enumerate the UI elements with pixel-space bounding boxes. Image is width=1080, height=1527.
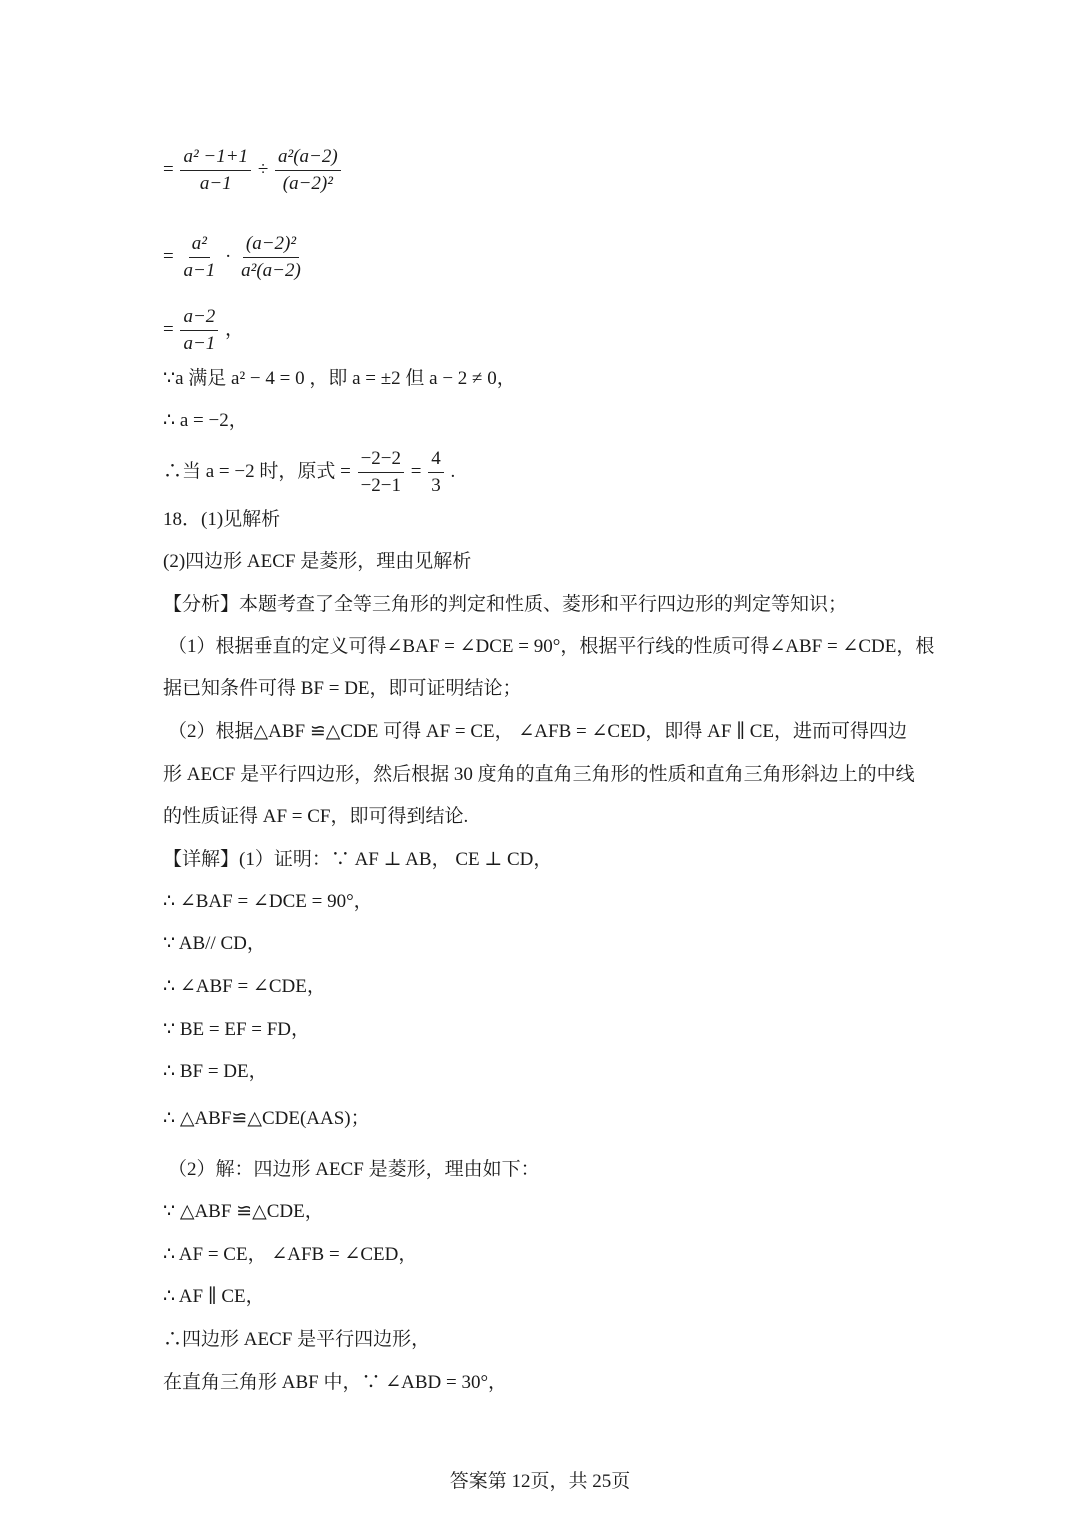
fraction (180, 306, 218, 355)
fraction (180, 146, 251, 195)
numerator: a²(a−2) (275, 146, 341, 171)
condition-line: ∵a 满足 a² − 4 = 0 ，即 a = ±2 但 a − 2 ≠ 0， (163, 368, 516, 389)
detail-line-3: ∵ AB// CD， (163, 933, 266, 954)
equals-sign: = (410, 460, 422, 482)
analysis-part2-line3: 的性质证得 AF = CF，即可得到结论. (163, 806, 469, 827)
denominator: a−1 (183, 260, 216, 281)
equals-sign: = (163, 245, 174, 267)
analysis-part2-line2: 形 AECF 是平行四边形，然后根据 30 度角的直角三角形的性质和直角三角形斜边上的中线 (163, 764, 915, 785)
proof-part2-line6: 在直角三角形 ABF 中，∵ ∠ABD = 30°， (163, 1372, 508, 1393)
equals-sign: = (163, 158, 174, 180)
analysis-part1-line1: （1）根据垂直的定义可得∠BAF = ∠DCE = 90°，根据平行线的性质可得∠ABF = ∠CDE，根 (168, 636, 935, 657)
analysis-heading: 【分析】本题考查了全等三角形的判定和性质、菱形和平行四边形的判定等知识； (163, 594, 848, 615)
proof-part2-line2: ∵ △ABF ≌△CDE， (163, 1201, 324, 1222)
numerator: a² (189, 233, 210, 258)
denominator: a−1 (199, 173, 232, 194)
operator: · (225, 245, 232, 267)
equals-sign: = (163, 318, 174, 340)
numerator: (a−2)² (243, 233, 299, 258)
denominator: (a−2)² (282, 173, 333, 194)
math-step-1 (163, 146, 343, 195)
math-step-3 (163, 306, 244, 355)
page-footer: 答案第 12页，共 25页 (449, 1471, 631, 1492)
detail-line-2: ∴ ∠BAF = ∠DCE = 90°， (163, 891, 373, 912)
denominator: 3 (431, 475, 441, 496)
detail-line-4: ∴ ∠ABF = ∠CDE， (163, 976, 326, 997)
proof-part2-line5: ∴四边形 AECF 是平行四边形， (163, 1329, 431, 1350)
numerator: −2−2 (358, 448, 404, 473)
denominator: a−1 (183, 333, 216, 354)
denominator: a²(a−2) (241, 260, 301, 281)
fraction (275, 146, 341, 195)
result-prefix: ∴当 a = −2 时，原式 = (163, 460, 351, 482)
fraction (180, 233, 218, 282)
fraction (428, 448, 444, 497)
result-line (163, 448, 455, 497)
math-step-2 (163, 233, 306, 282)
punctuation: ， (225, 318, 245, 340)
numerator: 4 (428, 448, 444, 473)
value-line: ∴ a = −2， (163, 410, 248, 431)
denominator: −2−1 (360, 475, 402, 496)
q18-answer-2: (2)四边形 AECF 是菱形，理由见解析 (163, 551, 472, 572)
analysis-part2-line1: （2）根据△ABF ≌△CDE 可得 AF = CE， ∠AFB = ∠CED，即得 AF ∥ CE，进而可得四边 (168, 721, 907, 742)
fraction (238, 233, 304, 282)
proof-part2-line3: ∴ AF = CE， ∠AFB = ∠CED， (163, 1244, 418, 1265)
proof-part2-line1: （2）解：四边形 AECF 是菱形，理由如下： (168, 1159, 540, 1180)
operator: ÷ (257, 158, 269, 180)
detail-line-1: 【详解】(1）证明：∵ AF ⊥ AB， CE ⊥ CD， (163, 849, 553, 870)
q18-answer-1: 18．(1)见解析 (163, 509, 281, 530)
analysis-part1-line2: 据已知条件可得 BF = DE，即可证明结论； (163, 678, 522, 699)
punctuation: . (450, 460, 456, 482)
fraction (358, 448, 404, 497)
detail-line-7: ∴ △ABF≌△CDE(AAS)； (163, 1108, 370, 1129)
detail-line-5: ∵ BE = EF = FD， (163, 1019, 311, 1040)
numerator: a−2 (180, 306, 218, 331)
detail-line-6: ∴ BF = DE， (163, 1061, 268, 1082)
proof-part2-line4: ∴ AF ∥ CE， (163, 1286, 265, 1307)
numerator: a² −1+1 (180, 146, 251, 171)
